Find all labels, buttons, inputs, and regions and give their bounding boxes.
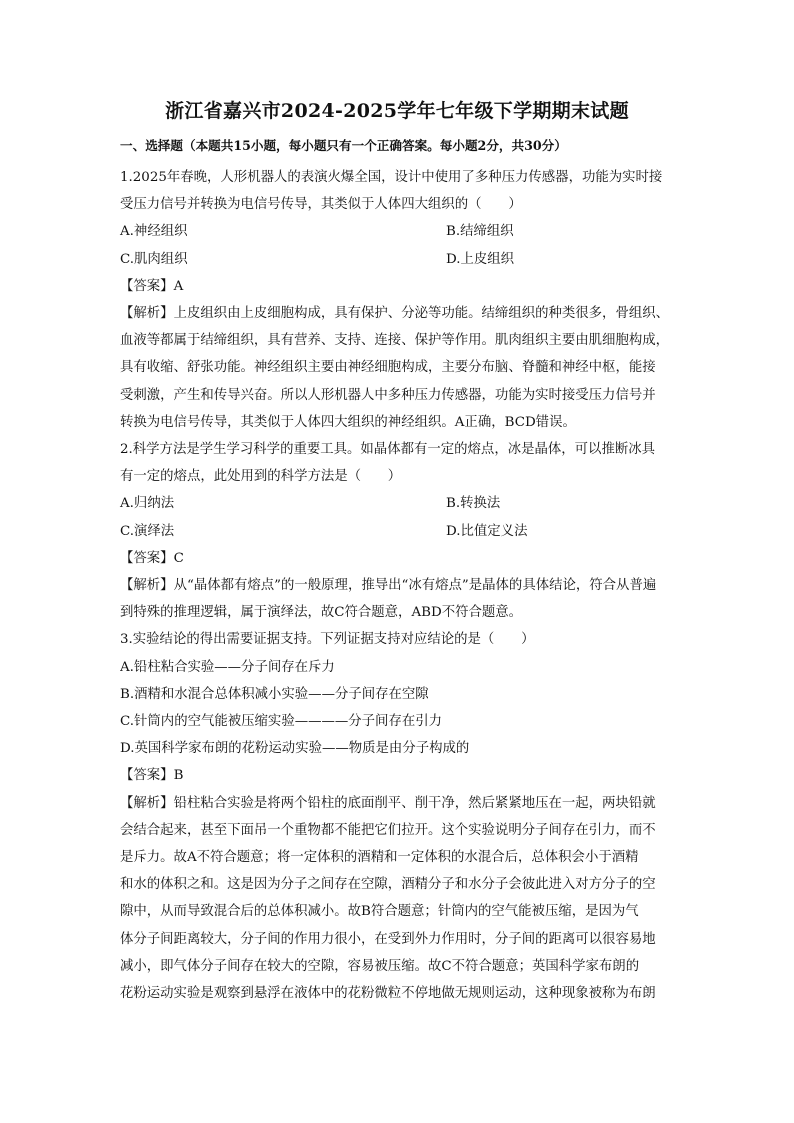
analysis-text: 铅柱粘合实验是将两个铅柱的底面削平、削干净，然后紧紧地压在一起，两块铅就 xyxy=(173,795,656,811)
question-stem-line: 受压力信号并转换为电信号传导，其类似于人体四大组织的（ ） xyxy=(120,197,522,213)
options-row xyxy=(120,518,680,545)
analysis-tag: 【解析】 xyxy=(120,578,174,594)
answer-value: A xyxy=(173,278,184,294)
analysis-line: 花粉运动实验是观察到悬浮在液体中的花粉微粒不停地做无规则运动，这种现象被称为布朗 xyxy=(120,986,656,1002)
page-title: 浙江省嘉兴市2024-2025学年七年级下学期期末试题 xyxy=(165,100,629,122)
analysis-line: 受刺激，产生和传导兴奋。所以人形机器人中多种压力传感器，功能为实时接受压力信号并 xyxy=(120,387,656,403)
answer-tag: 【答案】 xyxy=(120,768,174,784)
option-c: C.演绎法 xyxy=(120,523,175,539)
analysis-text: 上皮组织由上皮细胞构成，具有保护、分泌等功能。结缔组织的种类很多，骨组织、 xyxy=(173,306,670,322)
option-b: B.转换法 xyxy=(446,496,501,512)
option-a: A.神经组织 xyxy=(120,224,188,240)
analysis-line: 具有收缩、舒张功能。神经组织主要由神经细胞构成，主要分布脑、脊髓和神经中枢，能接 xyxy=(120,360,656,376)
analysis-line: 血液等都属于结缔组织，具有营养、支持、连接、保护等作用。肌肉组织主要由肌细胞构成， xyxy=(120,333,670,349)
option-a: A.铅柱粘合实验——分子间存在斥力 xyxy=(120,659,335,675)
analysis-line: 体分子间距离较大，分子间的作用力很小，在受到外力作用时，分子间的距离可以很容易地 xyxy=(120,931,656,947)
analysis-line: 会结合起来，甚至下面吊一个重物都不能把它们拉开。这个实验说明分子间存在引力，而不 xyxy=(120,822,656,838)
question-2 xyxy=(120,436,680,626)
option-b: B.酒精和水混合总体积减小实验——分子间存在空隙 xyxy=(120,686,429,702)
option-b: B.结缔组织 xyxy=(446,224,514,240)
analysis-line: 转换为电信号传导，其类似于人体四大组织的神经组织。A正确，BCD错误。 xyxy=(120,414,576,430)
option-c: C.针筒内的空气能被压缩实验————分子间存在引力 xyxy=(120,714,443,730)
answer-value: C xyxy=(173,550,184,566)
question-1 xyxy=(120,164,680,436)
answer-tag: 【答案】 xyxy=(120,550,174,566)
analysis-line: 隙中，从而导致混合后的总体积减小。故B符合题意；针筒内的空气能被压缩，是因为气 xyxy=(120,904,639,920)
analysis-line: 和水的体积之和。这是因为分子之间存在空隙，酒精分子和水分子会彼此进入对方分子的空 xyxy=(120,877,656,893)
analysis-line: 是斥力。故A不符合题意；将一定体积的酒精和一定体积的水混合后，总体积会小于酒精 xyxy=(120,850,639,866)
options-row xyxy=(120,246,680,273)
question-3 xyxy=(120,626,680,1007)
analysis-text: 从“晶体都有熔点”的一般原理，推导出“冰有熔点”是晶体的具体结论，符合从普遍 xyxy=(173,578,657,594)
answer-value: B xyxy=(173,768,184,784)
option-a: A.归纳法 xyxy=(120,496,175,512)
question-stem-line: 1.2025年春晚，人形机器人的表演火爆全国，设计中使用了多种压力传感器，功能为实时接 xyxy=(120,170,663,185)
question-stem-line: 有一定的熔点，此处用到的科学方法是（ ） xyxy=(120,469,402,485)
section-heading: 一、选择题（本题共15小题，每小题只有一个正确答案。每小题2分，共30分） xyxy=(120,138,567,153)
analysis-tag: 【解析】 xyxy=(120,306,174,322)
analysis-line xyxy=(120,790,680,817)
analysis-line xyxy=(120,572,680,599)
option-d: D.上皮组织 xyxy=(446,251,515,267)
analysis-line xyxy=(120,300,680,327)
analysis-line: 到特殊的推理逻辑，属于演绎法，故C符合题意，ABD不符合题意。 xyxy=(120,605,523,621)
answer-line xyxy=(120,273,680,300)
answer-line xyxy=(120,545,680,572)
option-c: C.肌肉组织 xyxy=(120,251,188,267)
answer-line xyxy=(120,762,680,789)
question-stem-line: 2.科学方法是学生学习科学的重要工具。如晶体都有一定的熔点，冰是晶体，可以推断冰具 xyxy=(120,442,656,458)
answer-tag: 【答案】 xyxy=(120,278,174,294)
analysis-tag: 【解析】 xyxy=(120,795,174,811)
options-row xyxy=(120,490,680,517)
option-d: D.英国科学家布朗的花粉运动实验——物质是由分子构成的 xyxy=(120,741,470,757)
option-d: D.比值定义法 xyxy=(446,523,528,539)
document-body xyxy=(120,136,680,1007)
question-stem-line: 3.实验结论的得出需要证据支持。下列证据支持对应结论的是（ ） xyxy=(120,632,535,648)
analysis-line: 减小，即气体分子间存在较大的空隙，容易被压缩。故C不符合题意；英国科学家布朗的 xyxy=(120,958,640,974)
options-row xyxy=(120,218,680,245)
